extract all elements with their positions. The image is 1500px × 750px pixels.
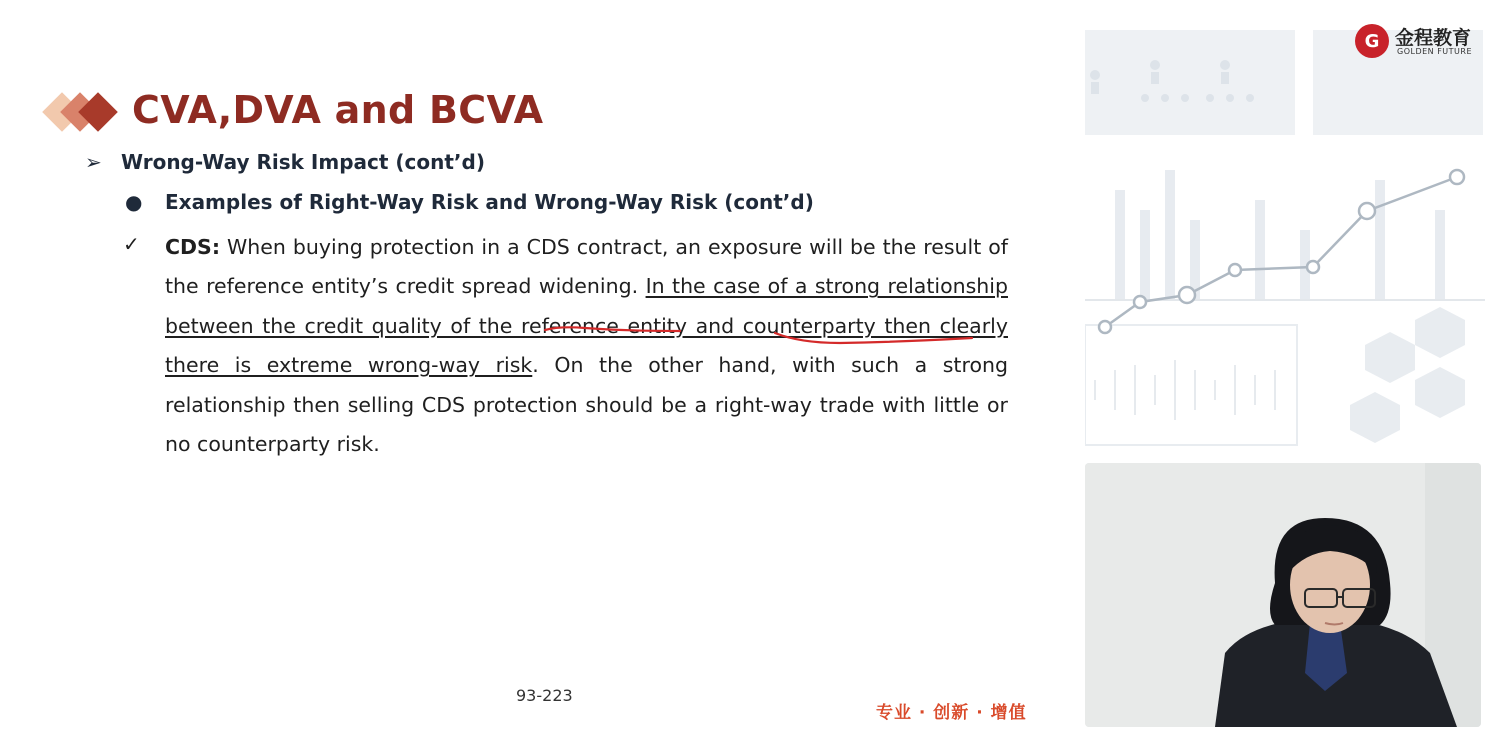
- presenter-video: [1085, 463, 1481, 727]
- cds-underlined-text: In the case of a strong relationship between the credit quality of the reference entity and counterparty then clearly there is extreme wrong-way risk: [165, 274, 1008, 378]
- logo-chinese-name: 金程教育: [1395, 27, 1472, 49]
- level2-text: Examples of Right-Way Risk and Wrong-Way Risk (cont’d): [165, 190, 814, 214]
- circle-bullet-icon: ●: [125, 190, 143, 214]
- company-logo: [1355, 24, 1495, 58]
- background-infographic-decoration: [1085, 20, 1485, 450]
- level1-bullet-item: [85, 150, 485, 174]
- logo-english-name: GOLDEN FUTURE: [1397, 47, 1473, 56]
- level2-bullet-item: [125, 190, 814, 214]
- cds-lead: CDS:: [165, 235, 221, 259]
- right-panel: [1085, 0, 1500, 750]
- page-number: 93-223: [516, 686, 573, 705]
- cds-paragraph: [165, 228, 1008, 464]
- slide-title: CVA,DVA and BCVA: [132, 88, 544, 132]
- check-mark-icon: ✓: [123, 232, 140, 256]
- cds-text-part1: When buying protection in a CDS contract, an exposure will be the result of the reference entity’s credit spread widening.: [165, 235, 1008, 299]
- presenter-image: [1085, 463, 1481, 727]
- title-diamond-decoration-icon: [40, 90, 120, 134]
- slogan: 专业 · 创新 · 增值: [876, 703, 1027, 723]
- cds-text-part2: . On the other hand, with such a strong relationship then selling CDS protection should be a right-way trade with little or no counterparty risk.: [165, 353, 1008, 457]
- level1-text: Wrong-Way Risk Impact (cont’d): [121, 150, 485, 174]
- arrowhead-bullet-icon: ➢: [85, 150, 102, 174]
- logo-mark-icon: G: [1355, 24, 1389, 58]
